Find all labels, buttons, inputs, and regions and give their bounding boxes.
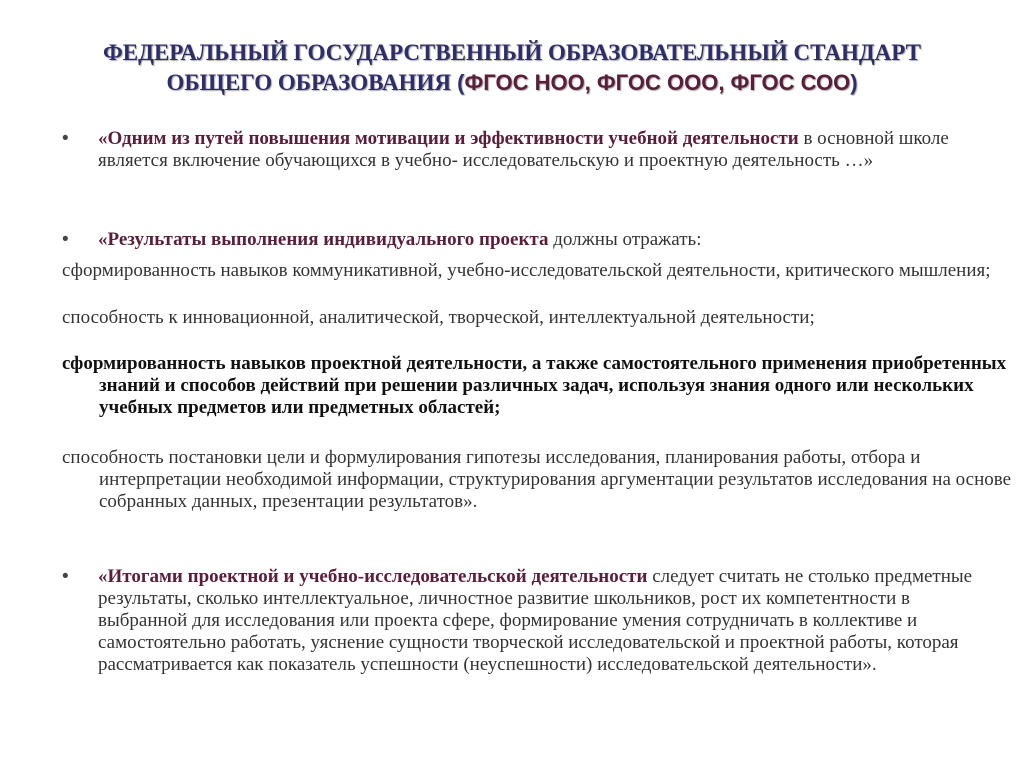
- bullet-rest: должны отражать:: [548, 229, 702, 250]
- bullet-highlight: «Одним из путей повышения мотивации и эффективности учебной деятельности: [98, 128, 799, 149]
- bullet-icon: •: [62, 229, 69, 250]
- title-line-2-main: ОБЩЕГО ОБРАЗОВАНИЯ: [166, 70, 452, 95]
- bullet-rest: в основной школе является включение обучающихся в учебно- исследовательскую и проектную деятельность …»: [98, 128, 949, 171]
- bullet-rest: следует считать не столько предметные результаты, сколько интеллектуальное, личностное развитие школьников, рост их компетентности в выбранной для исследования или проекта сфере, формирование умения сотрудничать в коллективе и самостоятельно работать, уяснение сущности творческой исследовательской и проектной работы, которая рассматривается как показатель успешности (неуспешности) исследовательской деятельности».: [98, 566, 973, 675]
- title-paren-open: (: [451, 70, 465, 95]
- bullet-item-project-results: [62, 229, 974, 251]
- title-abbreviations: ФГОС НОО, ФГОС ООО, ФГОС СОО: [464, 70, 851, 95]
- title-paren-close: ): [850, 70, 858, 95]
- bullet-text: [98, 128, 974, 172]
- title-line-1: ФЕДЕРАЛЬНЫЙ ГОСУДАРСТВЕННЫЙ ОБРАЗОВАТЕЛЬНЫЙ СТАНДАРТ: [103, 40, 921, 65]
- title-line-2: [30, 68, 994, 98]
- slide-title: [30, 38, 994, 98]
- bullet-item-outcomes: [62, 566, 974, 676]
- bullet-text: [98, 566, 974, 676]
- bullet-highlight: «Результаты выполнения индивидуального проекта: [98, 229, 549, 250]
- bullet-item-motivation: [62, 128, 974, 172]
- bullet-icon: •: [62, 128, 69, 149]
- bullet-highlight: «Итогами проектной и учебно-исследовательской деятельности: [98, 566, 648, 587]
- bullet-icon: •: [62, 566, 69, 587]
- result-item-goal-setting: способность постановки цели и формулирования гипотезы исследования, планирования работы, отбора и интерпретации необходимой информации, структурирования аргументации результатов исследования на основе собранных данных, презентации результатов».: [62, 447, 1012, 512]
- bullet-text: [98, 229, 974, 251]
- result-item-project-skills: сформированность навыков проектной деятельности, а также самостоятельного применения приобретенных знаний и способов действий при решении различных задач, используя знания одного или нескольких учебных предметов или предметных областей;: [62, 353, 1007, 418]
- result-item-innovative: способность к инновационной, аналитической, творческой, интеллектуальной деятельности;: [62, 307, 815, 328]
- result-item-communicative: сформированность навыков коммуникативной, учебно-исследовательской деятельности, критического мышления;: [62, 260, 991, 281]
